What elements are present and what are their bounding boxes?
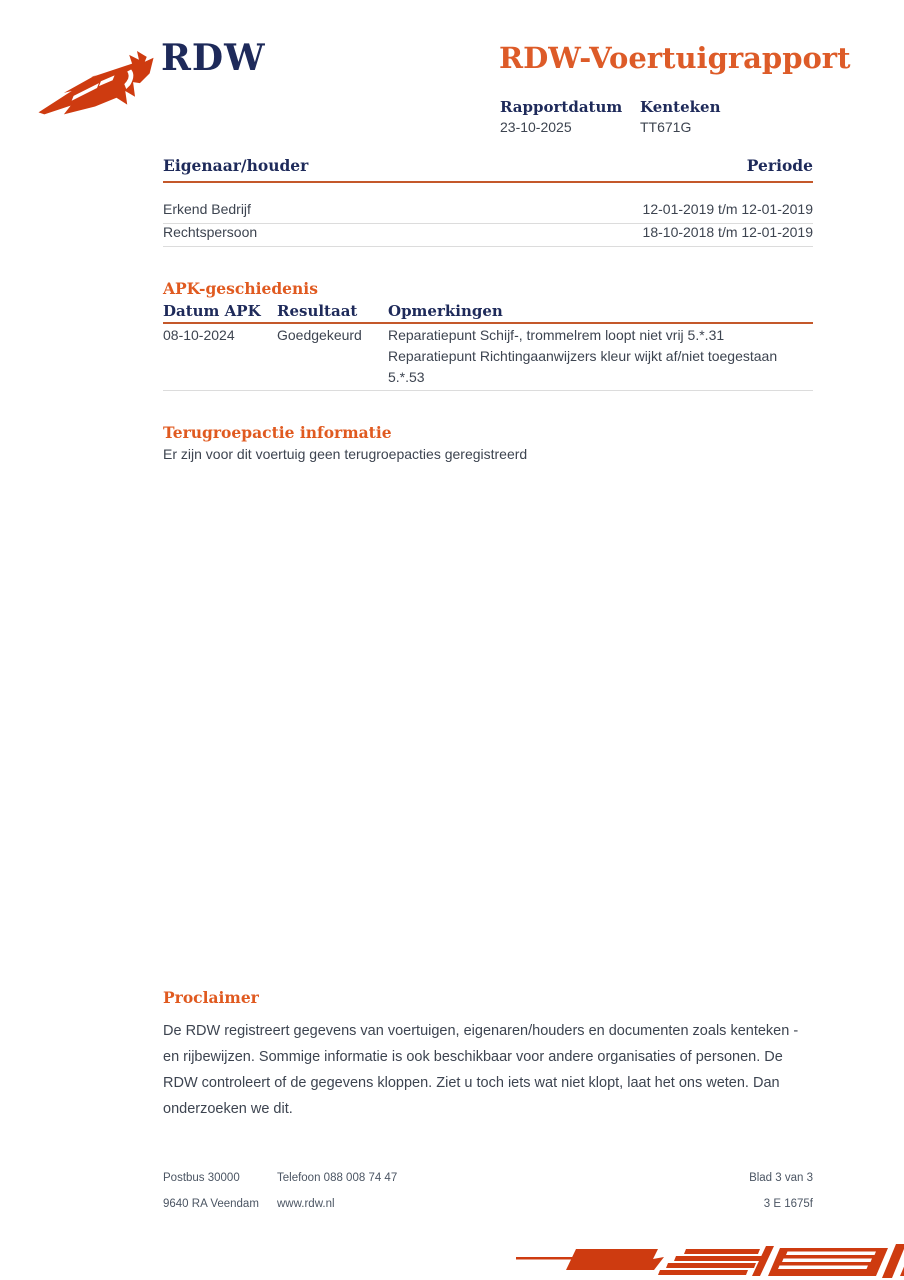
- apk-remark-line: Reparatiepunt Richtingaanwijzers kleur wijkt af/niet toegestaan: [388, 348, 778, 364]
- footer-address-line1: Postbus 30000: [163, 1172, 240, 1184]
- footer-phone: Telefoon 088 008 74 47: [277, 1172, 398, 1184]
- report-date-value: 23-10-2025: [500, 119, 572, 135]
- apk-column-remarks: Opmerkingen: [388, 302, 503, 320]
- owner-row: [163, 201, 813, 224]
- owner-row-label: Erkend Bedrijf: [163, 201, 251, 217]
- apk-row-remarks: [388, 325, 813, 388]
- owner-row-label: Rechtspersoon: [163, 224, 258, 240]
- rdw-falcon-logo-icon: [38, 50, 156, 128]
- footer-page-indicator: Blad 3 van 3: [749, 1172, 813, 1184]
- rdw-wordmark: RDW: [161, 37, 266, 79]
- page-title: RDW-Voertuigrapport: [499, 41, 851, 75]
- owner-section-heading: Eigenaar/houder: [163, 156, 309, 175]
- apk-section-heading: APK-geschiedenis: [163, 279, 318, 298]
- proclaimer-heading: Proclaimer: [163, 988, 259, 1007]
- apk-row-date: 08-10-2024: [163, 327, 235, 343]
- apk-column-date: Datum APK: [163, 302, 261, 320]
- apk-row-result: Goedgekeurd: [277, 327, 362, 343]
- apk-table-bottom-rule: [163, 389, 813, 391]
- recall-section-heading: Terugroepactie informatie: [163, 423, 392, 442]
- report-date-label: Rapportdatum: [500, 98, 623, 116]
- footer-website: www.rdw.nl: [277, 1198, 335, 1210]
- owner-section-header: [163, 158, 813, 183]
- apk-remark-line: Reparatiepunt Schijf-, trommelrem loopt niet vrij 5.*.31: [388, 327, 725, 343]
- period-column-heading: Periode: [746, 156, 813, 175]
- recall-section-text: Er zijn voor dit voertuig geen terugroepacties geregistreerd: [163, 446, 528, 462]
- footer-form-code: 3 E 1675f: [763, 1198, 813, 1210]
- apk-remark-line: 5.*.53: [388, 369, 425, 385]
- license-plate-value: TT671G: [640, 119, 692, 135]
- apk-column-result: Resultaat: [277, 302, 358, 320]
- owner-row-period: 18-10-2018 t/m 12-01-2019: [642, 224, 813, 240]
- owner-row: [163, 224, 813, 247]
- proclaimer-text: De RDW registreert gegevens van voertuigen, eigenaren/houders en documenten zoals kenteken - en rijbewijzen. Sommige informatie is ook beschikbaar voor andere organisaties of personen. De RDW controleert of de gegevens kloppen. Ziet u toch iets wat niet klopt, laat het ons weten. Dan onderzoeken we dit.: [163, 1023, 799, 1117]
- footer-address-line2: 9640 RA Veendam: [163, 1198, 259, 1210]
- rdw-speed-stripes-graphic: [516, 1242, 904, 1280]
- owner-row-period: 12-01-2019 t/m 12-01-2019: [642, 201, 813, 217]
- license-plate-label: Kenteken: [640, 98, 721, 116]
